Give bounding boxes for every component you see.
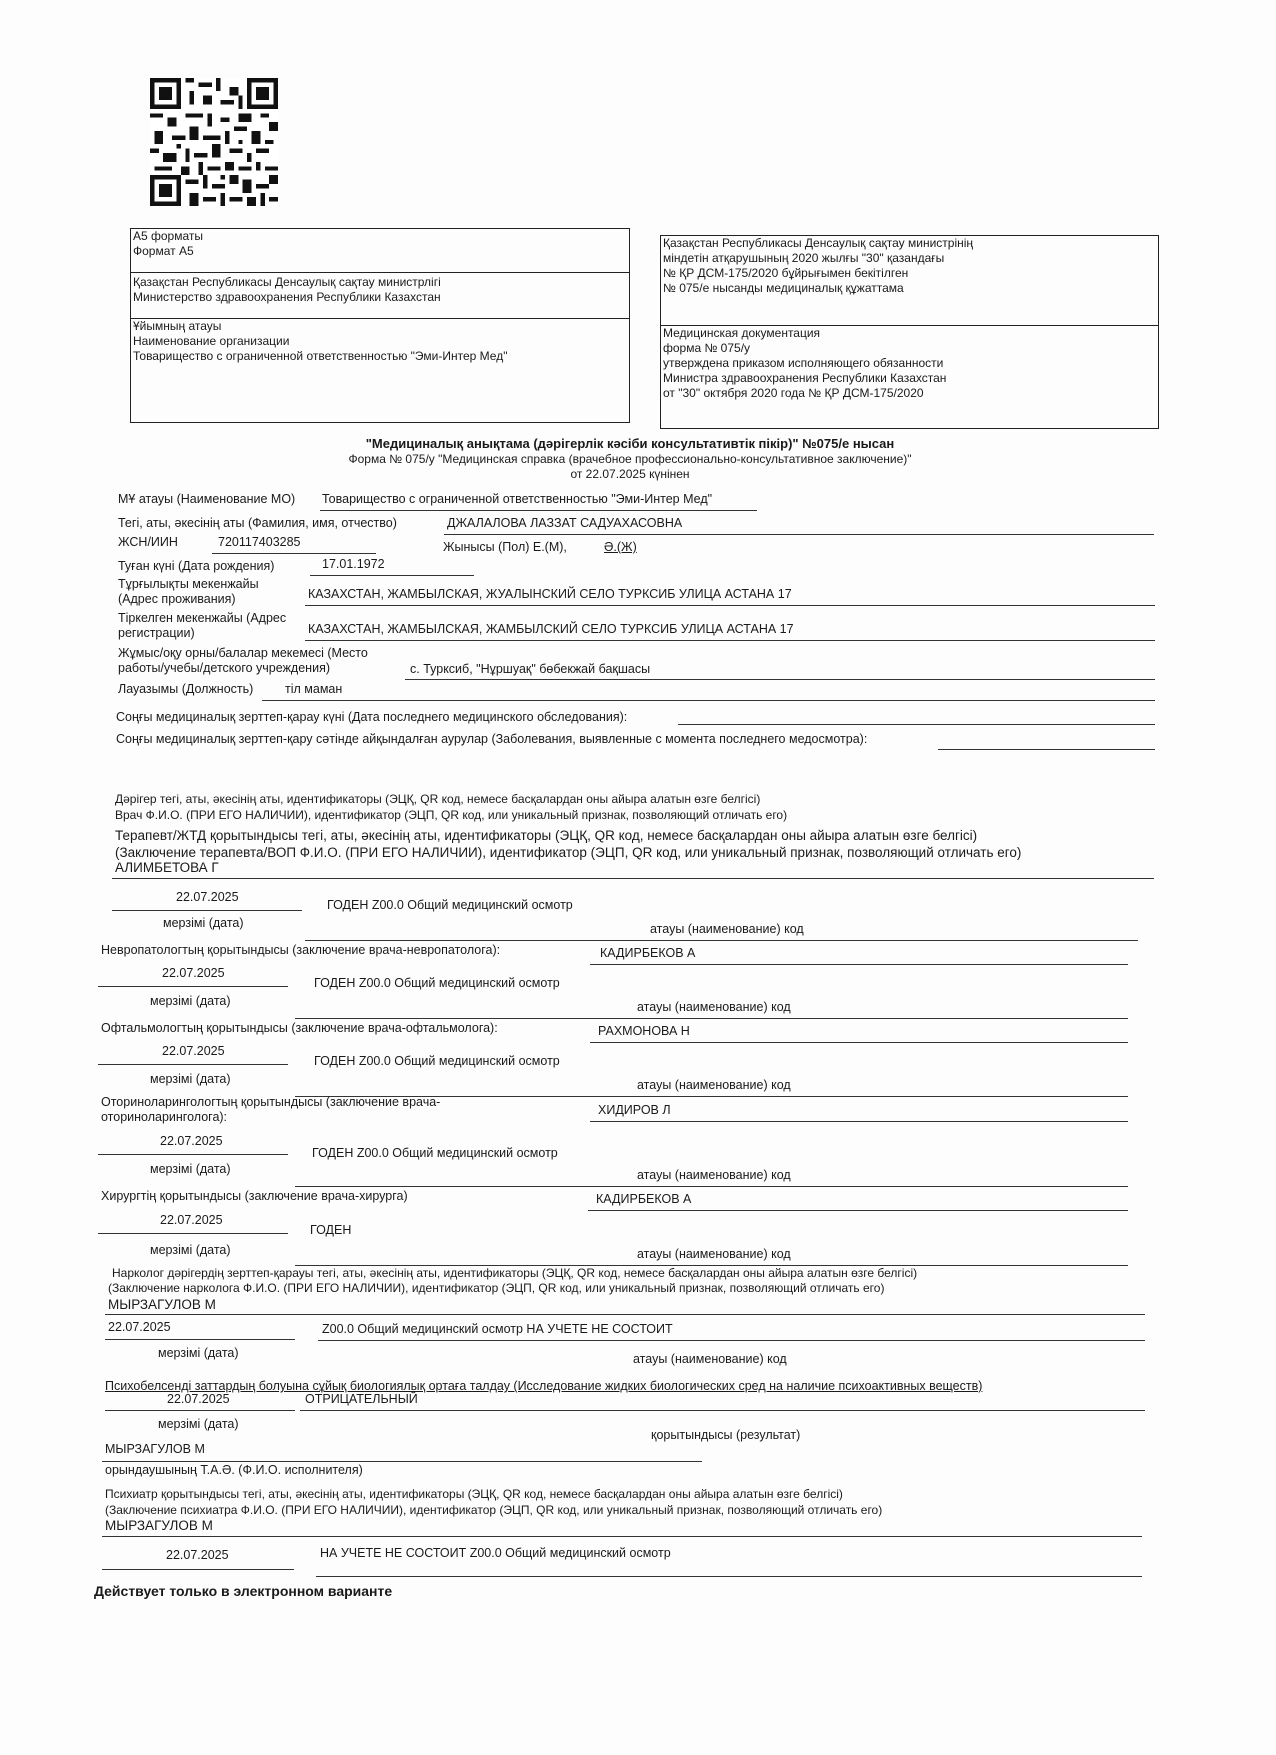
ophth-name-caption: атауы (наименование) код — [637, 1078, 791, 1092]
ophth-label: Офтальмологтың қорытындысы (заключение врача-офтальмолога): — [101, 1021, 498, 1035]
header-org-label-ru: Наименование организации — [133, 334, 290, 348]
doc-title-date: от 22.07.2025 күнінен — [570, 467, 690, 481]
psychoactive-result-underline — [300, 1410, 1145, 1411]
narco-doctor-underline — [105, 1314, 1145, 1315]
ent-result: ГОДЕН Z00.0 Общий медицинский осмотр — [312, 1146, 558, 1160]
ent-date: 22.07.2025 — [160, 1134, 223, 1148]
narco-line-ru: (Заключение нарколога Ф.И.О. (ПРИ ЕГО НАЛИЧИИ), идентификатор (ЭЦП, QR код, или уникальный признак, позволяющий отличать его) — [108, 1281, 885, 1295]
sex-value: Ә.(Ж) — [604, 540, 637, 554]
doctor-id-line-ru: Врач Ф.И.О. (ПРИ ЕГО НАЛИЧИИ), идентификатор (ЭЦП, QR код, или уникальный признак, позволяющий отличать его) — [115, 808, 788, 822]
ent-result-underline — [295, 1186, 1128, 1187]
reg-value: КАЗАХСТАН, ЖАМБЫЛСКАЯ, ЖАМБЫЛСКИЙ СЕЛО ТУРКСИБ УЛИЦА АСТАНА 17 — [308, 622, 794, 636]
ent-name-caption: атауы (наименование) код — [637, 1168, 791, 1182]
surgeon-label: Хирургтің қорытындысы (заключение врача-хирурга) — [101, 1189, 408, 1203]
therapist-result: ГОДЕН Z00.0 Общий медицинский осмотр — [327, 898, 573, 912]
psych-result: НА УЧЕТЕ НЕ СОСТОИТ Z00.0 Общий медицинский осмотр — [320, 1546, 671, 1560]
neuro-date-underline — [98, 986, 288, 987]
narco-date-caption: мерзімі (дата) — [158, 1346, 239, 1360]
surgeon-result: ГОДЕН — [310, 1223, 352, 1237]
address-label-1: Тұрғылықты мекенжайы — [118, 577, 259, 591]
header-ministry — [133, 275, 441, 305]
name-label: Тегі, аты, әкесінің аты (Фамилия, имя, отчество) — [118, 516, 397, 530]
psych-date-underline — [102, 1569, 294, 1570]
header-ministry-ru: Министерство здравоохранения Республики Казахстан — [133, 290, 441, 304]
surgeon-date-underline — [98, 1233, 288, 1234]
work-label-2: работы/учебы/детского учреждения) — [118, 661, 330, 675]
ent-date-underline — [98, 1154, 288, 1155]
header-format-kz: А5 форматы — [133, 229, 204, 243]
therapist-underline — [112, 878, 1154, 879]
header-format-ru: Формат А5 — [133, 244, 194, 258]
position-underline — [262, 700, 1155, 701]
surgeon-doctor: КАДИРБЕКОВ А — [596, 1192, 692, 1206]
therapist-date: 22.07.2025 — [176, 890, 239, 904]
header-right-ru-line: утверждена приказом исполняющего обязанности — [663, 356, 944, 370]
header-organization — [133, 319, 507, 364]
psychoactive-date: 22.07.2025 — [167, 1392, 230, 1406]
narco-doctor: МЫРЗАГУЛОВ М — [108, 1297, 216, 1312]
last-exam-underline — [678, 724, 1155, 725]
diseases-underline — [938, 749, 1155, 750]
ophth-doctor: РАХМОНОВА Н — [598, 1024, 690, 1038]
header-right-kz-line: міндетін атқарушының 2020 жылғы "30" қазандағы — [663, 251, 945, 265]
narco-line-kz: Нарколог дәрігердің зерттеп-қарауы тегі, аты, әкесінің аты, идентификаторы (ЭЦҚ, QR код, немесе басқалардан оны айыра алатын өзге белгісі) — [112, 1266, 918, 1280]
surgeon-date-caption: мерзімі (дата) — [150, 1243, 231, 1257]
header-right-ru-line: Медицинская документация — [663, 326, 821, 340]
neuro-doctor: КАДИРБЕКОВ А — [600, 946, 696, 960]
surgeon-date: 22.07.2025 — [160, 1213, 223, 1227]
address-underline — [305, 605, 1155, 606]
psychoactive-result-caption: қорытындысы (результат) — [651, 1428, 801, 1442]
therapist-date-caption: мерзімі (дата) — [163, 916, 244, 930]
surgeon-name-caption: атауы (наименование) код — [637, 1247, 791, 1261]
doc-title-ru: Форма № 075/у "Медицинская справка (врачебное профессионально-консультативное заключение)" — [348, 452, 912, 466]
electronic-only-note: Действует только в электронном варианте — [94, 1583, 393, 1599]
sex-label: Жынысы (Пол) Е.(М), — [443, 540, 567, 554]
reg-label-1: Тіркелген мекенжайы (Адрес — [118, 611, 287, 625]
header-right-kz — [663, 236, 973, 296]
header-ministry-kz: Қазақстан Республикасы Денсаулық сақтау министрлігі — [133, 275, 441, 289]
ent-date-caption: мерзімі (дата) — [150, 1162, 231, 1176]
doctor-id-line-kz: Дәрігер тегі, аты, әкесінің аты, идентификаторы (ЭЦҚ, QR код, немесе басқалардан оны айыра алатын өзге белгісі) — [115, 792, 761, 806]
psych-line-kz: Психиатр қорытындысы тегі, аты, әкесінің аты, идентификаторы (ЭЦҚ, QR код, немесе басқалардан оны айыра алатын өзге белгісі) — [105, 1487, 843, 1501]
therapist-name: АЛИМБЕТОВА Г — [115, 860, 219, 875]
psychoactive-result: ОТРИЦАТЕЛЬНЫЙ — [305, 1392, 418, 1406]
header-org-label-kz: Ұйымның атауы — [133, 319, 222, 333]
ent-doctor-underline — [590, 1121, 1128, 1122]
ent-label-1: Оториноларингологтың қорытындысы (заключение врача- — [101, 1095, 441, 1109]
neuro-result-underline — [295, 1018, 1128, 1019]
psychoactive-executor-caption: орындаушының Т.А.Ә. (Ф.И.О. исполнителя) — [105, 1463, 363, 1477]
ophth-date: 22.07.2025 — [162, 1044, 225, 1058]
ophth-date-underline — [98, 1064, 288, 1065]
therapist-name-caption: атауы (наименование) код — [650, 922, 804, 936]
header-right-kz-line: № 075/е нысанды медициналық құжаттама — [663, 281, 904, 295]
narco-date-underline — [105, 1339, 295, 1340]
therapist-date-underline — [112, 910, 302, 911]
psychoactive-label: Психобелсенді заттардың болуына сұйық биологиялық ортаға талдау (Исследование жидких биологических сред на наличие психоактивных веществ) — [105, 1379, 983, 1393]
neuro-result: ГОДЕН Z00.0 Общий медицинский осмотр — [314, 976, 560, 990]
neuro-doctor-underline — [590, 964, 1128, 965]
header-right-ru-line: от "30" октября 2020 года № ҚР ДСМ-175/2020 — [663, 386, 924, 400]
header-left-divider-1 — [130, 272, 629, 273]
diseases-label: Соңғы медициналық зерттеп-қару сәтінде айқындалған аурулар (Заболевания, выявленные с момента последнего медосмотра): — [116, 732, 868, 746]
psych-date: 22.07.2025 — [166, 1548, 229, 1562]
ophth-date-caption: мерзімі (дата) — [150, 1072, 231, 1086]
header-right-ru — [663, 326, 946, 401]
header-right-ru-line: форма № 075/у — [663, 341, 751, 355]
ent-doctor: ХИДИРОВ Л — [598, 1103, 671, 1117]
iin-value: 720117403285 — [218, 535, 301, 549]
position-label: Лауазымы (Должность) — [118, 682, 254, 696]
qr-code — [150, 78, 278, 206]
psychoactive-date-underline — [105, 1410, 295, 1411]
header-right-kz-line: № ҚР ДСМ-175/2020 бұйрығымен бекітілген — [663, 266, 909, 280]
address-value: КАЗАХСТАН, ЖАМБЫЛСКАЯ, ЖУАЛЫНСКИЙ СЕЛО ТУРКСИБ УЛИЦА АСТАНА 17 — [308, 587, 792, 601]
mo-label: МҰ атауы (Наименование МО) — [118, 492, 296, 506]
header-right-ru-line: Министра здравоохранения Республики Казахстан — [663, 371, 947, 385]
position-value: тіл маман — [285, 682, 343, 696]
dob-underline — [310, 575, 474, 576]
dob-value: 17.01.1972 — [322, 557, 385, 571]
reg-label-2: регистрации) — [118, 626, 195, 640]
narco-result-underline — [318, 1340, 1145, 1341]
iin-label: ЖСН/ИИН — [118, 535, 178, 549]
neuro-date: 22.07.2025 — [162, 966, 225, 980]
header-org-name: Товарищество с ограниченной ответственностью "Эми-Интер Мед" — [133, 349, 508, 363]
psychoactive-date-caption: мерзімі (дата) — [158, 1417, 239, 1431]
psychoactive-executor: МЫРЗАГУЛОВ М — [105, 1442, 205, 1456]
name-value: ДЖАЛАЛОВА ЛАЗЗАТ САДУАХАСОВНА — [447, 516, 683, 530]
psych-doctor-underline — [102, 1536, 1142, 1537]
iin-underline — [212, 553, 376, 554]
neuro-date-caption: мерзімі (дата) — [150, 994, 231, 1008]
last-exam-label: Соңғы медициналық зерттеп-қарау күні (Дата последнего медицинского обследования): — [116, 710, 628, 724]
work-underline — [405, 679, 1155, 680]
name-underline — [444, 534, 1154, 535]
mo-underline — [320, 510, 757, 511]
narco-result: Z00.0 Общий медицинский осмотр НА УЧЕТЕ НЕ СОСТОИТ — [322, 1322, 673, 1336]
psych-result-underline — [316, 1576, 1142, 1577]
therapist-result-underline — [305, 940, 1138, 941]
psych-doctor: МЫРЗАГУЛОВ М — [105, 1518, 213, 1533]
ent-label-2: оториноларинголога): — [101, 1110, 228, 1124]
surgeon-doctor-underline — [588, 1210, 1128, 1211]
header-right-kz-line: Қазақстан Республикасы Денсаулық сақтау министрінің — [663, 236, 974, 250]
doc-title-kz: "Медициналық анықтама (дәрігерлік кәсіби консультативтік пікір)" №075/е нысан — [365, 436, 895, 451]
work-value: с. Турксиб, "Нұршуақ" бөбекжай бақшасы — [410, 662, 651, 676]
narco-name-caption: атауы (наименование) код — [633, 1352, 787, 1366]
neuro-name-caption: атауы (наименование) код — [637, 1000, 791, 1014]
therapist-line-kz: Терапевт/ЖТД қорытындысы тегі, аты, әкесінің аты, идентификаторы (ЭЦҚ, QR код, немесе басқалардан оны айыра алатын өзге белгісі) — [115, 828, 978, 843]
ophth-result: ГОДЕН Z00.0 Общий медицинский осмотр — [314, 1054, 560, 1068]
neuro-label: Невропатологтың қорытындысы (заключение врача-невропатолога): — [101, 943, 501, 957]
mo-value: Товарищество с ограниченной ответственностью "Эми-Интер Мед" — [322, 492, 713, 506]
address-label-2: (Адрес проживания) — [118, 592, 236, 606]
header-format — [133, 229, 203, 259]
dob-label: Туған күні (Дата рождения) — [118, 559, 275, 573]
ophth-doctor-underline — [590, 1042, 1128, 1043]
reg-underline — [305, 640, 1155, 641]
narco-date: 22.07.2025 — [108, 1320, 171, 1334]
psychoactive-executor-underline — [102, 1461, 702, 1462]
work-label-1: Жұмыс/оқу орны/балалар мекемесі (Место — [118, 646, 368, 660]
psych-line-ru: (Заключение психиатра Ф.И.О. (ПРИ ЕГО НАЛИЧИИ), идентификатор (ЭЦП, QR код, или уникальный признак, позволяющий отличать его) — [105, 1503, 883, 1517]
therapist-line-ru: (Заключение терапевта/ВОП Ф.И.О. (ПРИ ЕГО НАЛИЧИИ), идентификатор (ЭЦП, QR код, или уникальный признак, позволяющий отличать его) — [115, 845, 1022, 860]
